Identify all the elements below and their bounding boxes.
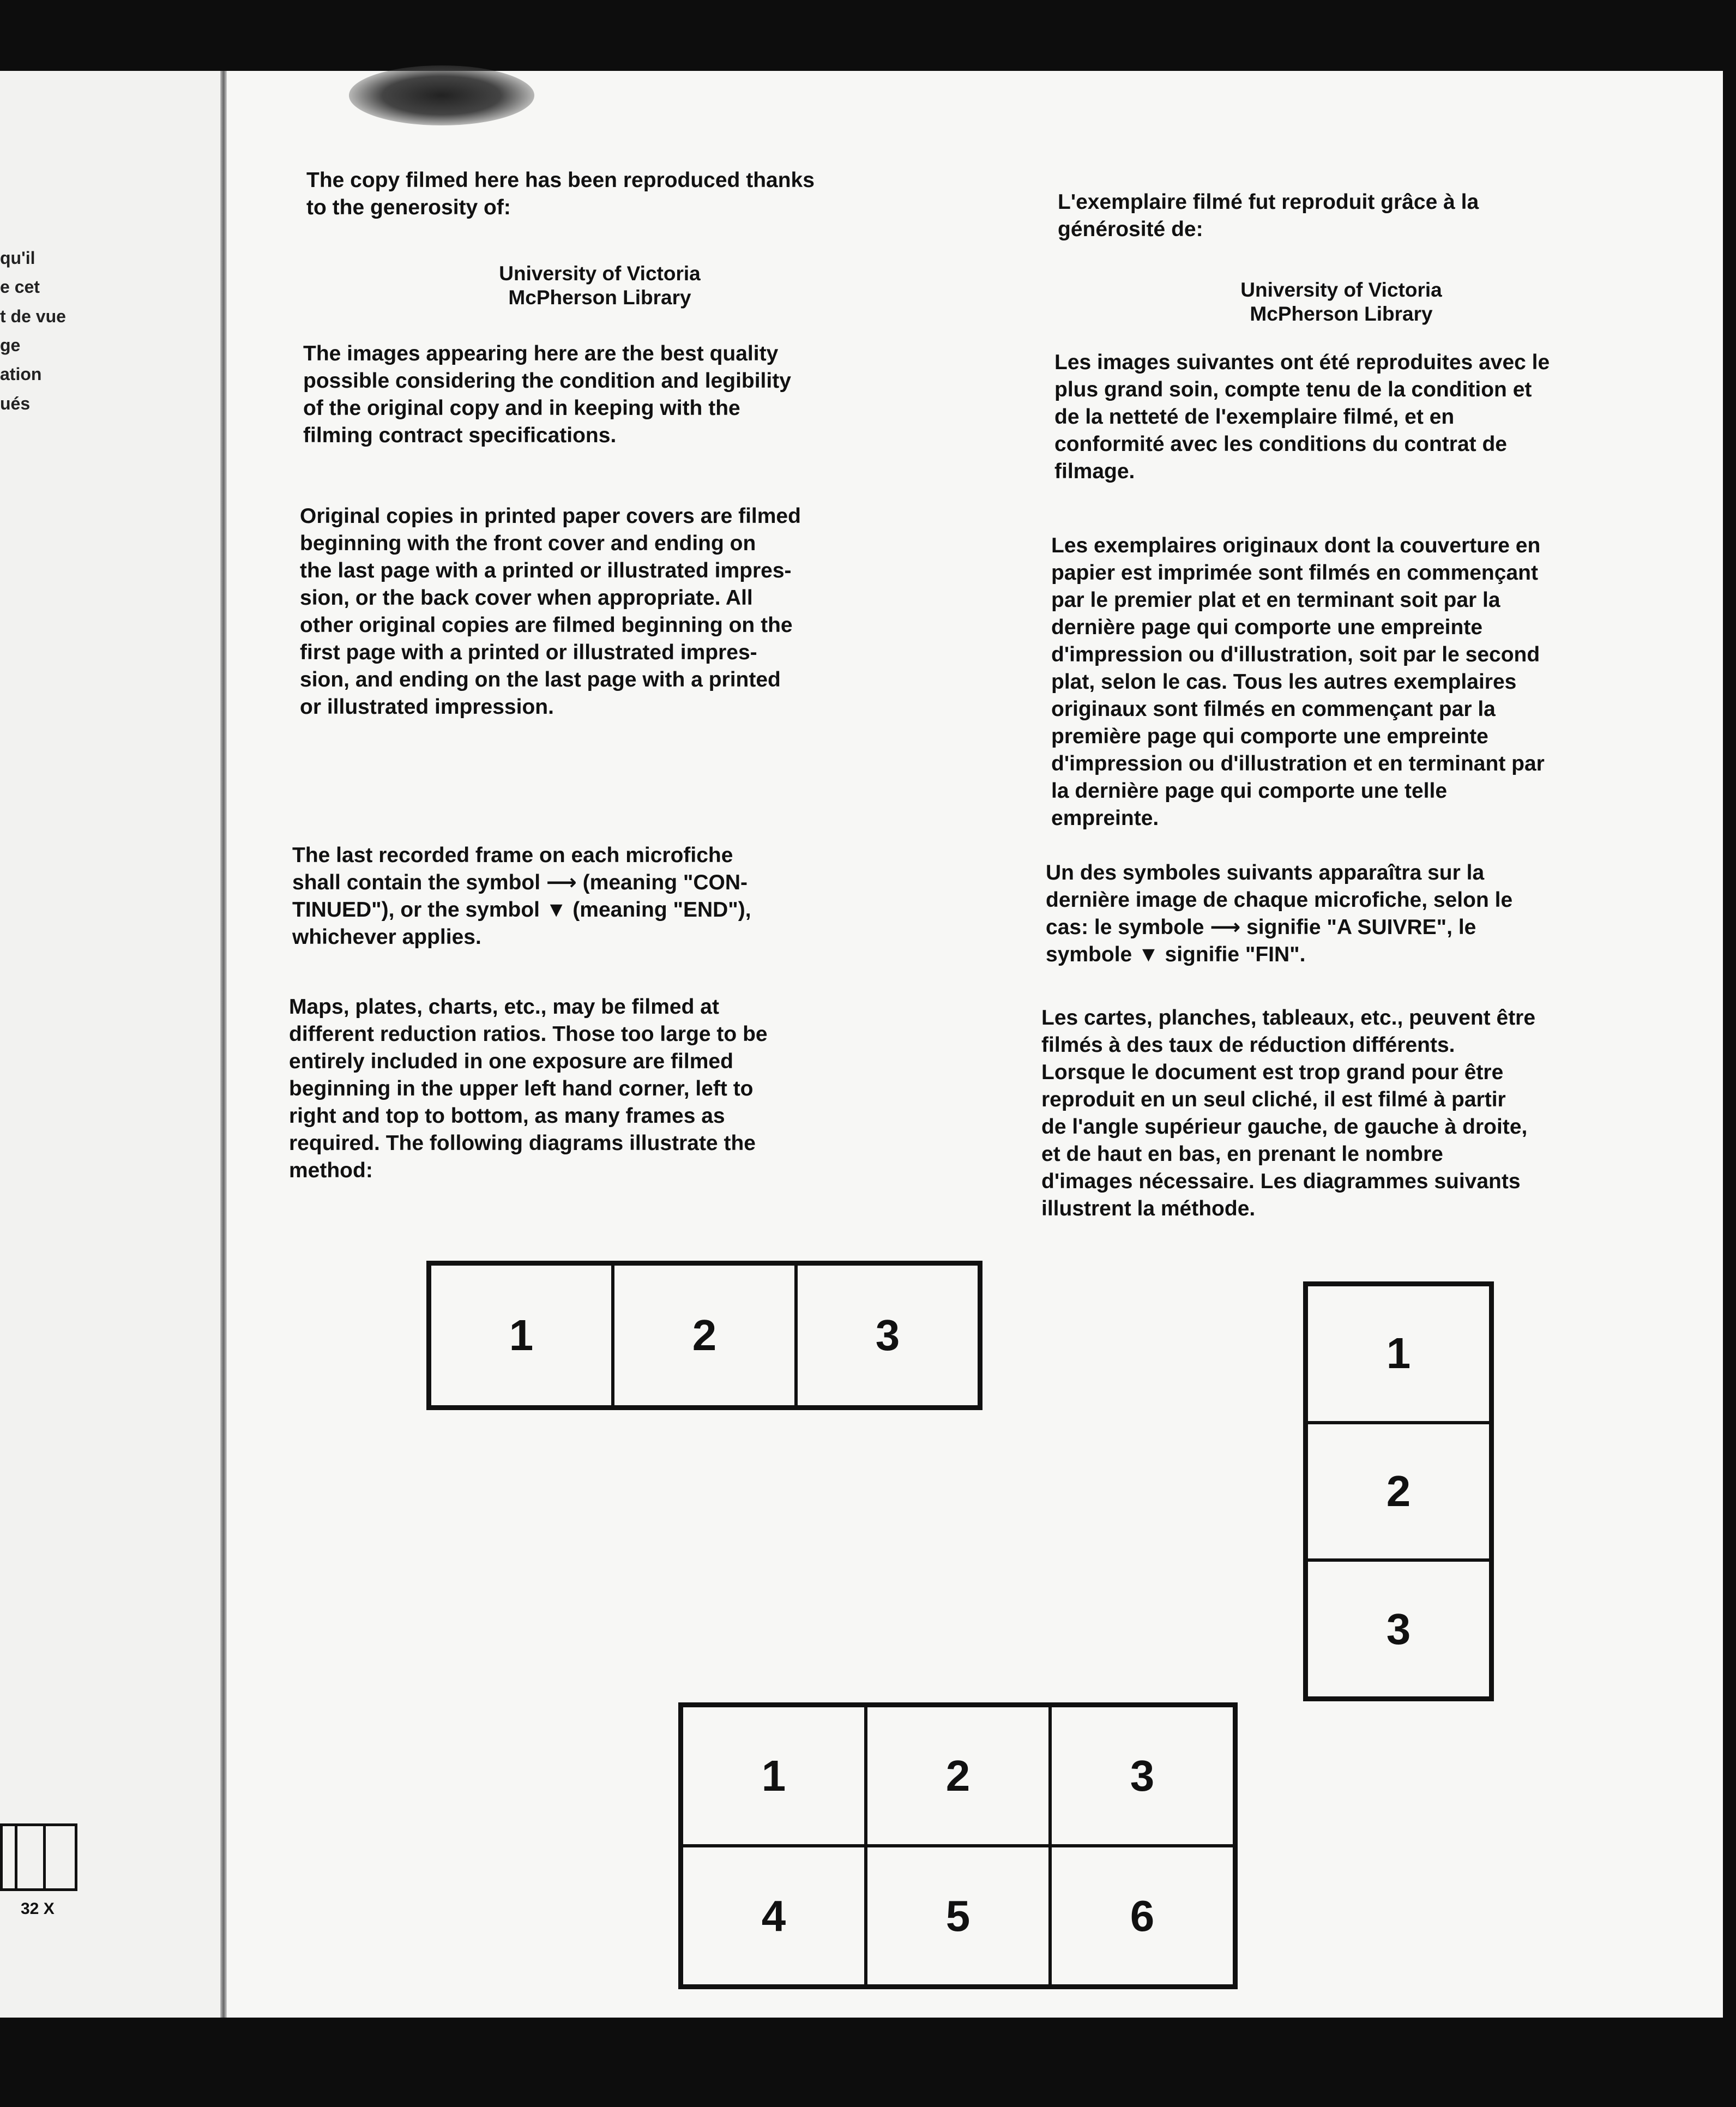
frame-cell: 3 [1306, 1560, 1491, 1698]
english-paragraph-maps: Maps, plates, charts, etc., may be filmed at different reduction ratios. Those too large to be entirely included in one exposure are filmed beginning in the upper left hand corner, left to right and top to bottom, as many frames as required. The following diagrams illustrate the method: [289, 995, 768, 1182]
left-page-fragment [0, 71, 225, 2018]
frame-cell: 1 [682, 1706, 866, 1846]
french-paragraph-originals: Les exemplaires originaux dont la couverture en papier est imprimée sont filmés en commençant par le premier plat et en terminant soit par la dernière page qui comporte une empreinte d'impression ou d'illustration, soit par le second plat, selon le cas. Tous les autres exemplaires originaux sont filmés en commençant par la première page qui comporte une empreinte d'impression ou d'illustration et en terminant par la dernière page qui comporte une telle empreinte. [1051, 534, 1545, 830]
french-paragraph-maps: Les cartes, planches, tableaux, etc., peuvent être filmés à des taux de réduction différents. Lorsque le document est trop grand pour être reproduit en un seul cliché, il est filmé à partir de l'angle supérieur gauche, de gauche à droite, et de haut en bas, en prenant le nombre d'images nécessaire. Les diagrammes suivants illustrent la méthode. [1041, 1006, 1536, 1220]
frame-cell: 2 [613, 1264, 796, 1407]
left-fragment-line: ge [0, 335, 21, 355]
diagram-six-frame-grid [678, 1702, 1238, 1989]
french-paragraph-symbols: Un des symboles suivants apparaîtra sur la dernière image de chaque microfiche, selon le cas: le symbole ⟶ signifie "A SUIVRE", le symbole ▼ signifie "FIN". [1046, 861, 1513, 966]
diagram-vertical-three-frames [1303, 1281, 1494, 1701]
frame-cell: 2 [1306, 1423, 1491, 1561]
frame-cell: 3 [1050, 1706, 1234, 1846]
left-fragment-line: e cet [0, 277, 40, 297]
frame-cell: 4 [682, 1846, 866, 1986]
left-fragment-line: t de vue [0, 306, 66, 326]
film-border-bottom [0, 2018, 1736, 2107]
left-page-diagram-box [0, 1823, 77, 1891]
left-fragment-line: qu'il [0, 248, 35, 268]
frame-cell: 6 [1050, 1846, 1234, 1986]
english-library-name: University of Victoria McPherson Library [499, 262, 701, 309]
frame-cell: 5 [866, 1846, 1050, 1986]
diagram-horizontal-three-frames [426, 1261, 982, 1410]
left-fragment-line: ués [0, 394, 31, 413]
english-paragraph-symbols: The last recorded frame on each microfiche shall contain the symbol ⟶ (meaning "CON- TINUED"), or the symbol ▼ (meaning "END"), whichever applies. [292, 844, 751, 949]
frame-cell: 1 [1306, 1285, 1491, 1423]
frame-cell: 2 [866, 1706, 1050, 1846]
left-page-ratio-label: 32 X [21, 1900, 55, 1918]
french-library-name: University of Victoria McPherson Library [1240, 279, 1442, 325]
french-paragraph-quality: Les images suivantes ont été reproduites avec le plus grand soin, compte tenu de la condition et de la netteté de l'exemplaire filmé, et en conformité avec les conditions du contrat de filmage. [1054, 351, 1550, 483]
frame-cell: 3 [796, 1264, 979, 1407]
left-fragment-line: ation [0, 364, 42, 384]
english-paragraph-originals: Original copies in printed paper covers are filmed beginning with the front cover and ending on the last page with a printed or illustrated impres- sion, or the back cover when appropriate. All other original copies are filmed beginning on the first page with a printed or illustrated impres- sion, and ending on the last page with a printed or illustrated impression. [300, 504, 801, 719]
ink-smudge [349, 65, 534, 125]
english-intro: The copy filmed here has been reproduced thanks to the generosity of: [306, 168, 815, 219]
frame-cell: 1 [430, 1264, 613, 1407]
english-paragraph-quality: The images appearing here are the best quality possible considering the condition and legibility of the original copy and in keeping with the filming contract specifications. [303, 342, 791, 447]
french-intro: L'exemplaire filmé fut reproduit grâce à la générosité de: [1058, 190, 1479, 241]
page-fold [220, 71, 227, 2018]
